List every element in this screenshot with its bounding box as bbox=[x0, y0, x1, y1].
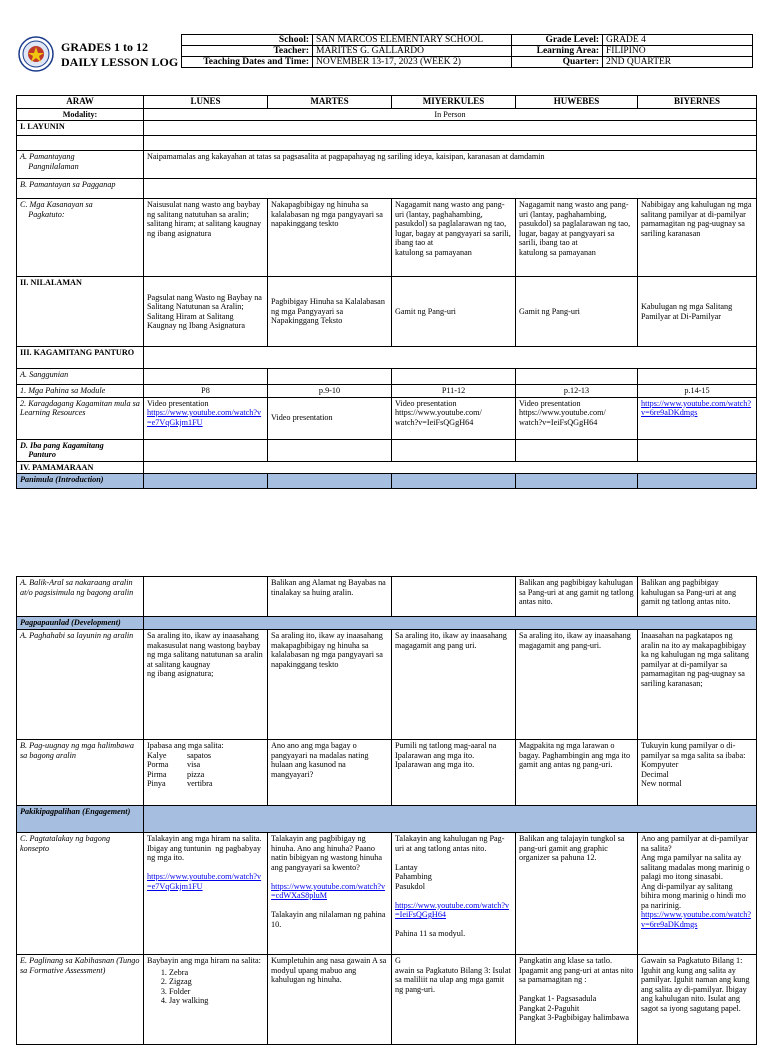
info-table: School: SAN MARCOS ELEMENTARY SCHOOL Grade Level: GRADE 4 Teacher: MARITES G. GALLARDO Learning Area: FILIPINO Teaching Dates and Time: NOVEMBER 13-17, 2023 (WEEK 2) Quarter: 2ND QUARTER bbox=[181, 34, 753, 68]
list-item: 1. Zebra bbox=[169, 968, 264, 978]
kasanayan-biyernes: Nabibigay ang kahulugan ng mga salitang pamilyar at di-pamilyar pamamagitan ng pag-uugnay sa sariling karanasan bbox=[638, 199, 757, 277]
deped-seal-icon bbox=[18, 36, 54, 72]
row-pamamaraan: IV. PAMAMARAAN bbox=[17, 461, 144, 474]
school-value: SAN MARCOS ELEMENTARY SCHOOL bbox=[313, 35, 512, 46]
row-kasanayan: C. Mga Kasanayan sa Pagkatuto: bbox=[17, 199, 144, 277]
word-row: Kalye sapatos bbox=[147, 750, 212, 760]
paglinang-lunes: Baybayin ang mga hiram na salita: 1. Zebra 2. Zigzag 3. Folder 4. Jay walking bbox=[144, 955, 268, 1045]
row-layunin: I. LAYUNIN bbox=[17, 121, 144, 136]
karagdagang-huwebes: Video presentation https://www.youtube.com/ watch?v=IeiFsQGgH64 bbox=[516, 397, 638, 439]
pahina-huwebes: p.12-13 bbox=[516, 385, 638, 398]
modality-value: In Person bbox=[144, 108, 757, 121]
nilalaman-lunes: Pagsulat nang Wasto ng Baybay na Salitang Natutunan sa Aralin; Salitang Hiram at Salitang Kaugnay ng Ibang Asignatura bbox=[144, 277, 268, 347]
list-item: 4. Jay walking bbox=[169, 996, 264, 1006]
pagtatalakay-miyerkules: Talakayin ang kahulugan ng Pag-uri at ang tatlong antas nito. Lantay Pahambing Pasukdol https://www.youtube.com/watch?v=IeiFsQGgH64 Pahina 11 sa modyul. bbox=[392, 833, 516, 955]
pahina-lunes: P8 bbox=[144, 385, 268, 398]
pagtatalakay-biyernes: Ano ang pamilyar at di-pamilyar na salita? Ang mga pamilyar na salita ay salitang madalas mong marinig o palagi mo itong sinasabi. Ang di-pamilyar ay salitang bihira mong marinig o hindi mo pa naririnig. https://www.youtube.com/watch?v=6re9aDKdmgs bbox=[638, 833, 757, 955]
row-balik-aral: A. Balik-Aral sa nakaraang aralin at/o pagsisimula ng bagong aralin bbox=[17, 577, 144, 617]
video-link-pagtatalakay-biyernes[interactable]: https://www.youtube.com/watch?v=6re9aDKdmgs bbox=[641, 910, 751, 929]
list-item: 2. Zigzag bbox=[169, 977, 264, 987]
row-pahina: 1. Mga Pahina sa Module bbox=[17, 385, 144, 398]
hiram-word-list bbox=[147, 968, 264, 1006]
row-iba-pang: D. Iba pang Kagamitang Panturo bbox=[17, 439, 144, 461]
nilalaman-biyernes: Kabulugan ng mga Salitang Pamilyar at Di-Pamilyar bbox=[638, 277, 757, 347]
kasanayan-lunes: Naisusulat nang wasto ang baybay ng salitang natutuhan sa aralin; salitang hiram; at salitang kaugnay ng ibang asignatura bbox=[144, 199, 268, 277]
pagtatalakay-huwebes: Balikan ang talajayin tungkol sa pang-uri gamit ang graphic organizer sa pahuna 12. bbox=[516, 833, 638, 955]
pahina-miyerkules: P11-12 bbox=[392, 385, 516, 398]
pagtatalakay-martes: Talakayin ang pagbibigay ng hinuha. Ano ang hinuha? Paano natin bibigyan ng wastong hinuha ang pangyayari sa kwento? https://www.youtube.com/watch?v=cdWXaS8pluM Talakayin ang nilalaman ng pahina 10. bbox=[268, 833, 392, 955]
paghahabi-miyerkules: Sa araling ito, ikaw ay inaasahang magagamit ang pang uri. bbox=[392, 630, 516, 740]
karagdagang-lunes: Video presentation https://www.youtube.com/watch?v=e7VqGkjm1FU bbox=[144, 397, 268, 439]
row-nilalaman: II. NILALAMAN bbox=[17, 277, 144, 347]
video-link-pagtatalakay-martes[interactable]: https://www.youtube.com/watch?v=cdWXaS8pluM bbox=[271, 881, 386, 900]
nilalaman-miyerkules: Gamit ng Pang-uri bbox=[392, 277, 516, 347]
col-lunes: LUNES bbox=[144, 96, 268, 109]
row-pag-uugnay: B. Pag-uugnay ng mga halimbawa sa bagong aralin bbox=[17, 740, 144, 806]
word-row: Pirma pizza bbox=[147, 769, 205, 779]
pag-uugnay-martes: Ano ano ang mga bagay o pangyayari na madalas nating hulaan ang kasunod na mangyayari? bbox=[268, 740, 392, 806]
modality-label: Modality: bbox=[17, 108, 144, 121]
paglinang-biyernes: Gawain sa Pagkatuto Bilang 1: Iguhit ang kung ang salita ay pamilyar. Iguhit naman ang kung ang salita ay di-pamilyar. Ibigay ang kahulugan nito. Isulat ang sagot sa iyong sagutang papel. bbox=[638, 955, 757, 1045]
video-link-lunes[interactable]: https://www.youtube.com/watch?v=e7VqGkjm1FU bbox=[147, 408, 262, 427]
paghahabi-huwebes: Sa araling ito, ikaw ay inaasahang magagamit ang pang-uri. bbox=[516, 630, 638, 740]
pagtatalakay-lunes: Talakayin ang mga hiram na salita. Ibigay ang tuntunin ng pagbabyay ng mga ito. https://www.youtube.com/watch?v=e7VqGkjm1FU bbox=[144, 833, 268, 955]
balik-aral-lunes bbox=[144, 577, 268, 617]
row-pakikipagpalihan: Pakikipagpalihan (Engagement) bbox=[17, 806, 144, 833]
lesson-table-page2 bbox=[16, 576, 757, 1045]
pag-uugnay-biyernes: Tukuyin kung pamilyar o di-pamilyar sa mga salita sa ibaba: Kompyuter Decimal New normal bbox=[638, 740, 757, 806]
col-araw: ARAW bbox=[17, 96, 144, 109]
row-sanggunian: A. Sanggunian bbox=[17, 369, 144, 385]
paghahabi-martes: Sa araling ito, ikaw ay inaasahang makapagbibigay ng hinuha sa kalalabasan ng mga pangyayari sa napakinggang teskto bbox=[268, 630, 392, 740]
karagdagang-biyernes bbox=[638, 397, 757, 439]
col-biyernes: BIYERNES bbox=[638, 96, 757, 109]
pahina-biyernes: p.14-15 bbox=[638, 385, 757, 398]
karagdagang-martes: Video presentation bbox=[268, 397, 392, 439]
col-martes: MARTES bbox=[268, 96, 392, 109]
dates-value: NOVEMBER 13-17, 2023 (WEEK 2) bbox=[313, 57, 512, 68]
kasanayan-martes: Nakapagbibigay ng hinuha sa kalalabasan ng mga pangyayari sa napakinggang teskto bbox=[268, 199, 392, 277]
pamantayang-text: Naipamamalas ang kakayahan at tatas sa pagsasalita at pagpapahayag ng sariling ideya, kaisipan, karanasan at damdamin bbox=[144, 151, 757, 179]
list-item: 3. Folder bbox=[169, 987, 264, 997]
pag-uugnay-lunes: Ipabasa ang mga salita: Kalye sapatos Porma visa Pirma pizza Pinya vertibra bbox=[144, 740, 268, 806]
pag-uugnay-miyerkules: Pumili ng tatlong mag-aaral na Ipalarawan ang mga ito. Ipalarawan ang mga ito. bbox=[392, 740, 516, 806]
row-pagpapaunlad: Pagpapaunlad (Development) bbox=[17, 617, 144, 630]
row-panimula: Panimula (Introduction) bbox=[17, 474, 144, 489]
balik-aral-biyernes: Balikan ang pagbibigay kahulugan sa Pang-uri at ang gamit ng tatlong antas nito. bbox=[638, 577, 757, 617]
row-pamantayang-pangnilalaman: A. Pamantayang Pangnilalaman bbox=[17, 151, 144, 179]
col-miyerkules: MIYERKULES bbox=[392, 96, 516, 109]
pag-uugnay-huwebes: Magpakita ng mga larawan o bagay. Paghambingin ang mga ito gamit ang antas ng pang-uri. bbox=[516, 740, 638, 806]
paglinang-huwebes: Pangkatin ang klase sa tatlo. Ipagamit ang pang-uri at antas nito sa pamamagitan ng : Pangkat 1- Pagsasadula Pangkat 2-Paguhit Pangkat 3-Pagbibigay halimbawa bbox=[516, 955, 638, 1045]
pahina-martes: p.9-10 bbox=[268, 385, 392, 398]
row-pagtatalakay: C. Pagtatalakay ng bagong konsepto bbox=[17, 833, 144, 955]
row-karagdagang: 2. Karagdagang Kagamitan mula sa Learning Resources bbox=[17, 397, 144, 439]
teacher-value: MARITES G. GALLARDO bbox=[313, 46, 512, 57]
balik-aral-huwebes: Balikan ang pagbibigay kahulugan sa Pang-uri at ang gamit ng tatlong antas nito. bbox=[516, 577, 638, 617]
word-row: Pinya vertibra bbox=[147, 779, 213, 788]
row-paghahabi: A. Paghahabi sa layunin ng aralin bbox=[17, 630, 144, 740]
row-pamantayan-pagganap: B. Pamantayan sa Pagganap bbox=[17, 179, 144, 199]
kasanayan-huwebes: Nagagamit nang wasto ang pang-uri (lantay, paghahambing, pasukdol) sa paglalarawan ng tao, lugar, bagay at pangyayari sa sarili, ibang tao at katulong sa pamayanan bbox=[516, 199, 638, 277]
document-title: GRADES 1 to 12 DAILY LESSON LOG bbox=[61, 40, 179, 69]
row-kagamitang-panturo: III. KAGAMITANG PANTURO bbox=[17, 347, 144, 369]
video-link-biyernes[interactable]: https://www.youtube.com/watch?v=6re9aDKdmgs bbox=[641, 398, 751, 417]
balik-aral-martes: Balikan ang Alamat ng Bayabas na tinalakay sa huing aralin. bbox=[268, 577, 392, 617]
learning-area-value: FILIPINO bbox=[603, 46, 753, 57]
video-link-pagtatalakay-lunes[interactable]: https://www.youtube.com/watch?v=e7VqGkjm1FU bbox=[147, 872, 262, 891]
row-paglinang: E. Paglinang sa Kabihasnan (Tungo sa Formative Assessment) bbox=[17, 955, 144, 1045]
kasanayan-miyerkules: Nagagamit nang wasto ang pang-uri (lantay, paghahambing, pasukdol) sa paglalarawan ng tao, lugar, bagay at pangyayari sa sarili, ibang tao at katulong sa pamayanan bbox=[392, 199, 516, 277]
paghahabi-biyernes: Inaasahan na pagkatapos ng aralin na ito ay makapagbibigay ka ng kahulugan ng mga salitang pamilyar at di-pamilyar sa pamamagitan ng pag-uugnay sa sariling karanasan; bbox=[638, 630, 757, 740]
quarter-value: 2ND QUARTER bbox=[603, 57, 753, 68]
video-link-pagtatalakay-miyerkules[interactable]: https://www.youtube.com/watch?v=IeiFsQGgH64 bbox=[395, 900, 510, 919]
paglinang-miyerkules: G awain sa Pagkatuto Bilang 3: Isulat sa maliliit na ulap ang mga gamit ng pang-uri. bbox=[392, 955, 516, 1045]
grade-level-value: GRADE 4 bbox=[603, 35, 753, 46]
word-row: Porma visa bbox=[147, 760, 201, 769]
paglinang-martes: Kumpletuhin ang nasa gawain A sa modyul upang mabuo ang kahulugan ng hinuha. bbox=[268, 955, 392, 1045]
nilalaman-huwebes: Gamit ng Pang-uri bbox=[516, 277, 638, 347]
karagdagang-miyerkules: Video presentation https://www.youtube.com/ watch?v=IeiFsQGgH64 bbox=[392, 397, 516, 439]
nilalaman-martes: Pagbibigay Hinuha sa Kalalabasan ng mga Pangyayari sa Napakinggang Teksto bbox=[268, 277, 392, 347]
paghahabi-lunes: Sa araling ito, ikaw ay inaasahang makasusulat nang wastong baybay ng mga salitang natutunan sa aralin at salitang kaugnay ng ibang asignatura; bbox=[144, 630, 268, 740]
col-huwebes: HUWEBES bbox=[516, 96, 638, 109]
balik-aral-miyerkules bbox=[392, 577, 516, 617]
lesson-table-page1 bbox=[16, 95, 757, 489]
